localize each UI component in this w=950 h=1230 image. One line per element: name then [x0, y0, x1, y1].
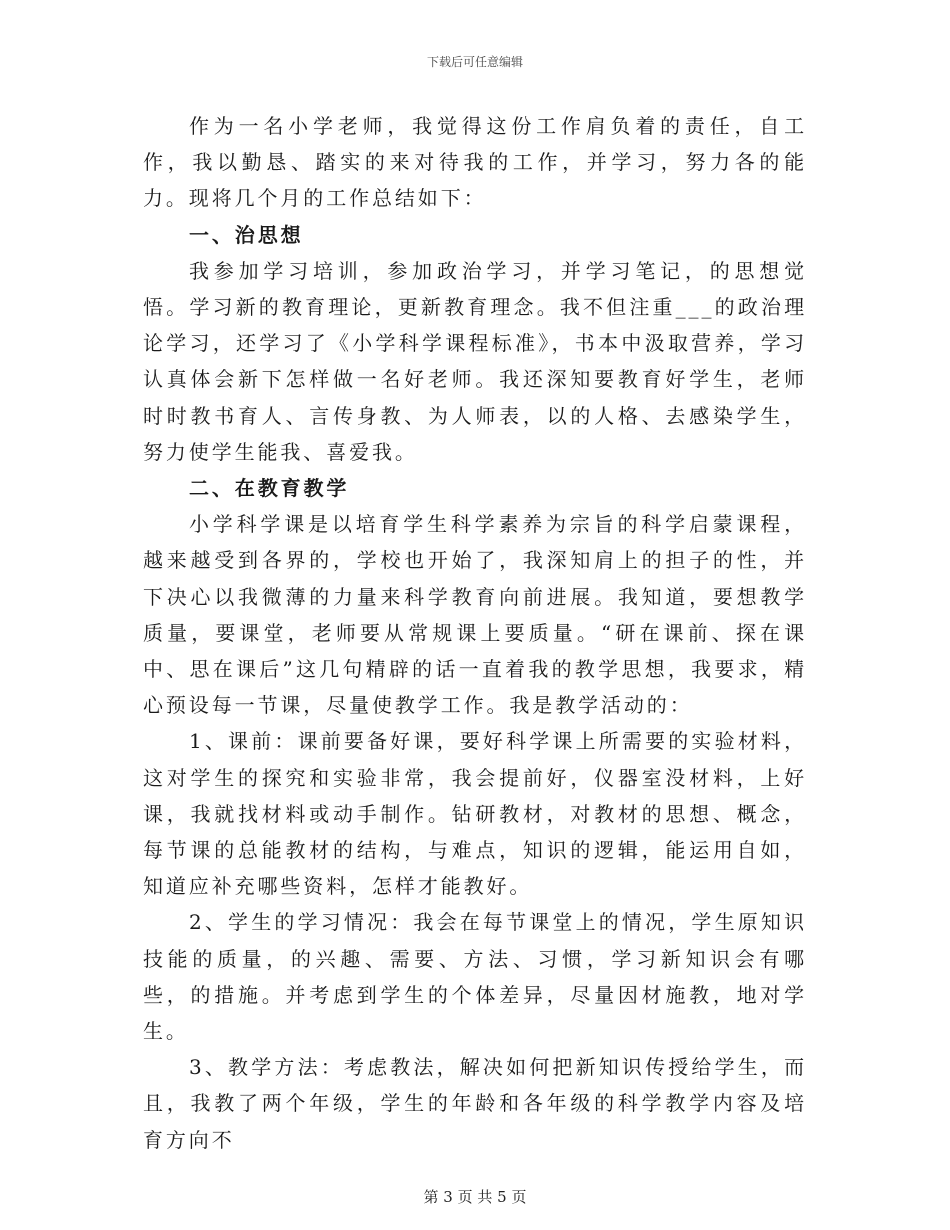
section-heading-1: 一、治思想 [189, 222, 304, 247]
paragraph-item-2: 2、学生的学习情况：我会在每节课堂上的情况，学生原知识技能的质量，的兴趣、需要、方法、习惯，学习新知识会有哪些，的措施。并考虑到学生的个体差异，尽量因材施教，地对学生。 [143, 910, 807, 1044]
paragraph-item-1: 1、课前：课前要备好课，要好科学课上所需要的实验材料，这对学生的探究和实验非常，我会提前好，仪器室没材料，上好课，我就找材料或动手制作。钻研教材，对教材的思想、概念，每节课的总能教材的结构，与难点，知识的逻辑，能运用自如，知道应补充哪些资料，怎样才能教好。 [143, 729, 807, 899]
paragraph-thought: 我参加学习培训，参加政治学习，并学习笔记，的思想觉悟。学习新的教育理论，更新教育理念。我不但注重___的政治理论学习，还学习了《小学科学课程标准》，书本中汲取营养，学习认真体会新下怎样做一名好老师。我还深知要教育好学生，老师时时教书育人、言传身教、为人师表，以的人格、去感染学生，努力使学生能我、喜爱我。 [143, 258, 807, 464]
page-header-note: 下载后可任意编辑 [426, 55, 523, 69]
paragraph-item-3: 3、教学方法：考虑教法，解决如何把新知识传授给学生，而且，我教了两个年级，学生的年龄和各年级的科学教学内容及培育方向不 [143, 1055, 807, 1152]
intro-paragraph: 作为一名小学老师，我觉得这份工作肩负着的责任，自工作，我以勤恳、踏实的来对待我的工作，并学习，努力各的能力。现将几个月的工作总结如下： [143, 114, 807, 211]
section-heading-2: 二、在教育教学 [189, 476, 350, 501]
paragraph-teaching: 小学科学课是以培育学生科学素养为宗旨的科学启蒙课程，越来越受到各界的，学校也开始了，我深知肩上的担子的性，并下决心以我微薄的力量来科学教育向前进展。我知道，要想教学质量，要课堂，老师要从常规课上要质量。“研在课前、探在课中、思在课后”这几句精辟的话一直着我的教学思想，我要求，精心预设每一节课，尽量使教学工作。我是教学活动的： [143, 512, 807, 718]
page-number: 第 3 页 共 5 页 [423, 1188, 527, 1206]
document-body [143, 108, 807, 1158]
